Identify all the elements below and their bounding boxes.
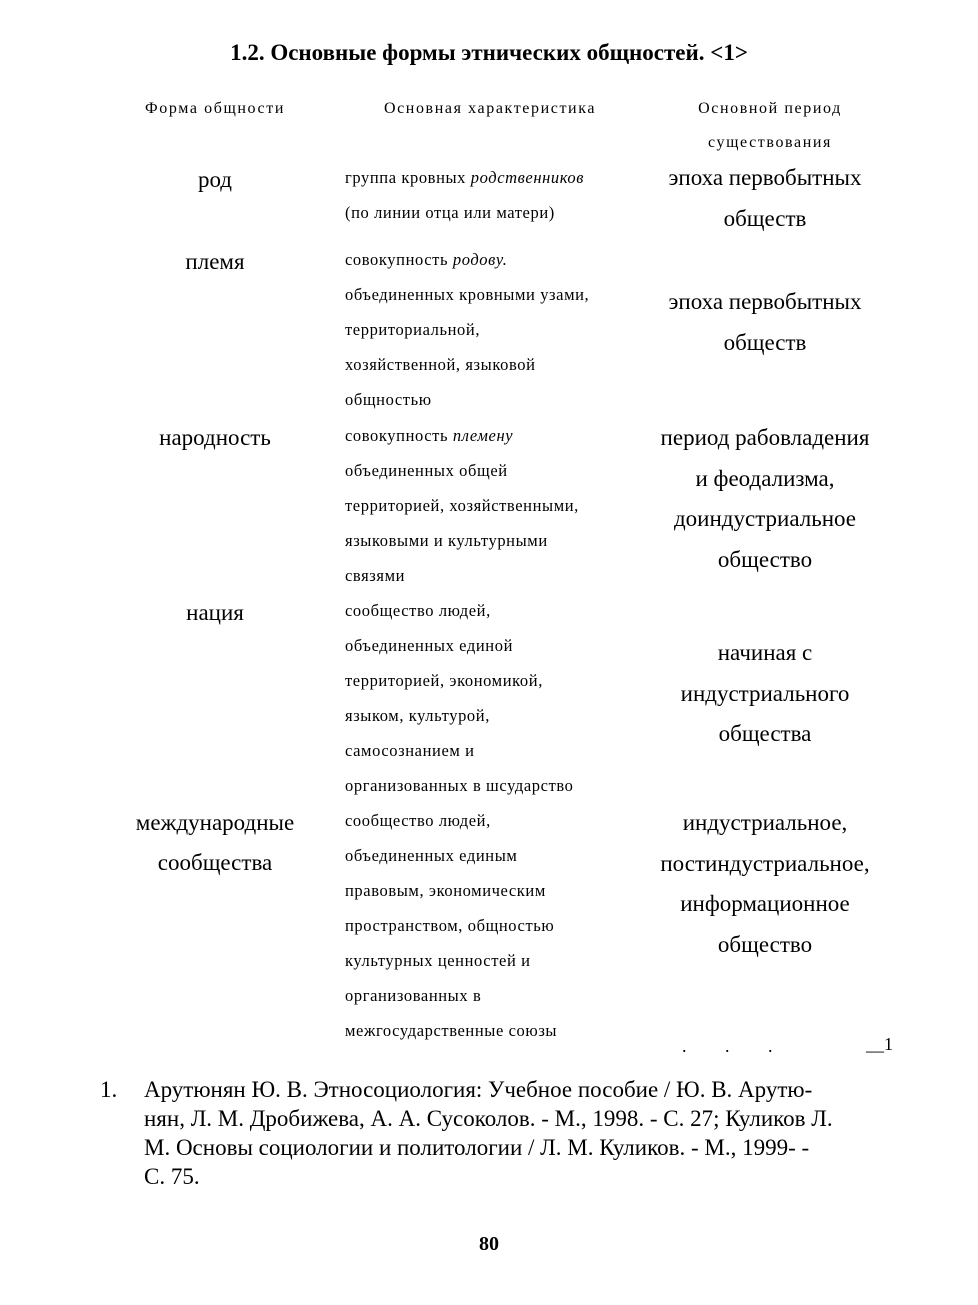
characteristic-italic-text: родову. [452, 250, 508, 269]
period-line: период рабовладения [660, 425, 870, 450]
form-cell [110, 593, 320, 633]
characteristic-cell [345, 593, 635, 803]
form-text: народность [159, 425, 271, 450]
characteristic-line [345, 873, 635, 908]
characteristic-text: хозяйственной, языковой [345, 355, 536, 374]
characteristic-cell [345, 160, 635, 230]
page-title: 1.2. Основные формы этнических общностей. <1> [230, 40, 748, 65]
period-line: общество [717, 546, 813, 572]
column-header-period [655, 92, 885, 160]
characteristic-text: культурных ценностей и [345, 951, 531, 970]
column-header-period-line2: существования [708, 134, 832, 151]
form-text: сообщества [157, 850, 273, 875]
characteristic-text: общностью [345, 390, 432, 409]
characteristic-line [345, 978, 635, 1013]
characteristic-line [345, 558, 635, 593]
column-header-form: Форма общности [145, 100, 285, 117]
characteristic-line [345, 382, 635, 417]
period-line: доиндустриальное [673, 506, 857, 531]
form-text: международные [135, 810, 295, 835]
characteristic-italic-text: родственников [470, 168, 585, 187]
characteristic-text: объединенных кровными узами, [345, 285, 590, 304]
characteristic-line [345, 277, 635, 312]
characteristic-text: объединенных единым [345, 846, 518, 865]
characteristic-line [345, 418, 635, 453]
period-cell [645, 282, 885, 363]
characteristic-text: организованных в шсударство [345, 776, 574, 795]
page-number: 80 [479, 1233, 499, 1255]
characteristic-line [345, 628, 635, 663]
period-line: начиная с [717, 640, 813, 665]
period-line: общества [718, 721, 812, 746]
period-line: и феодализма, [695, 465, 835, 491]
ellipsis-dots: . . . [682, 1036, 790, 1056]
characteristic-text: сообщество людей, [345, 811, 491, 830]
column-header-period-line1: Основной период [698, 100, 842, 117]
characteristic-text: территорией, экономикой, [345, 671, 543, 690]
footnote-reference: __1 [866, 1034, 893, 1054]
characteristic-text: связями [345, 566, 406, 585]
characteristic-text: организованных в [345, 986, 482, 1005]
characteristic-text: территориальной, [345, 320, 481, 339]
form-cell [110, 803, 320, 883]
characteristic-line [345, 312, 635, 347]
characteristic-italic-text: племену [452, 426, 514, 445]
characteristic-line [345, 160, 635, 195]
characteristic-text: межгосударственные союзы [345, 1021, 558, 1040]
footnote-line: М. Основы социологии и политологии / Л. М. Куликов. - М., 1999- - [144, 1135, 810, 1160]
characteristic-text: сообщество людей, [345, 601, 491, 620]
characteristic-text: объединенных общей [345, 461, 508, 480]
characteristic-line [345, 768, 635, 803]
characteristic-line [345, 488, 635, 523]
footnote-text [144, 1075, 884, 1191]
form-text: род [197, 167, 233, 192]
characteristic-line [345, 838, 635, 873]
characteristic-line [345, 195, 635, 230]
characteristic-text: правовым, экономическим [345, 881, 546, 900]
period-line: индустриальное, [682, 810, 848, 835]
period-line: обществ [723, 205, 807, 231]
form-cell [110, 418, 320, 458]
characteristic-text: языком, культурой, [345, 706, 490, 725]
characteristic-text: совокупность [345, 250, 453, 269]
characteristic-line [345, 943, 635, 978]
characteristic-line [345, 663, 635, 698]
footnote-line: нян, Л. М. Дробижева, А. А. Сусоколов. - М., 1998. - С. 27; Куликов Л. [144, 1106, 833, 1131]
period-cell [645, 633, 885, 755]
characteristic-line [345, 523, 635, 558]
characteristic-text: группа кровных [345, 168, 471, 187]
characteristic-text: (по линии отца или матери) [345, 203, 555, 222]
characteristic-line [345, 803, 635, 838]
characteristic-line [345, 242, 635, 277]
period-cell [645, 158, 885, 239]
characteristic-line [345, 453, 635, 488]
characteristic-text: территорией, хозяйственными, [345, 496, 579, 515]
form-text: нация [186, 600, 244, 625]
characteristic-text: самосознанием и [345, 741, 475, 760]
footnote-line: С. 75. [144, 1164, 200, 1189]
characteristic-cell [345, 242, 635, 417]
period-line: эпоха первобытных [668, 289, 862, 314]
period-cell [645, 418, 885, 580]
characteristic-text: языковыми и культурными [345, 531, 548, 550]
footnote-number: 1. [100, 1077, 118, 1102]
period-line: индустриального [680, 680, 850, 706]
characteristic-line [345, 908, 635, 943]
characteristic-line [345, 593, 635, 628]
form-cell [110, 242, 320, 282]
characteristic-line [345, 347, 635, 382]
footnote-line: Арутюнян Ю. В. Этносоциология: Учебное пособие / Ю. В. Арутю- [144, 1077, 813, 1102]
period-line: обществ [723, 329, 807, 355]
characteristic-text: совокупность [345, 426, 453, 445]
characteristic-cell [345, 418, 635, 593]
period-cell [645, 803, 885, 965]
characteristic-text: объединенных единой [345, 636, 514, 655]
characteristic-line [345, 733, 635, 768]
column-header-characteristic: Основная характеристика [383, 100, 597, 117]
period-line: эпоха первобытных [668, 165, 862, 190]
period-line: информационное [680, 891, 850, 916]
form-cell [110, 160, 320, 200]
form-text: племя [185, 249, 245, 274]
period-line: общество [717, 931, 813, 957]
period-line: постиндустриальное, [660, 850, 870, 876]
characteristic-cell [345, 803, 635, 1048]
characteristic-line [345, 1013, 635, 1048]
characteristic-text: пространством, общностью [345, 916, 555, 935]
characteristic-line [345, 698, 635, 733]
